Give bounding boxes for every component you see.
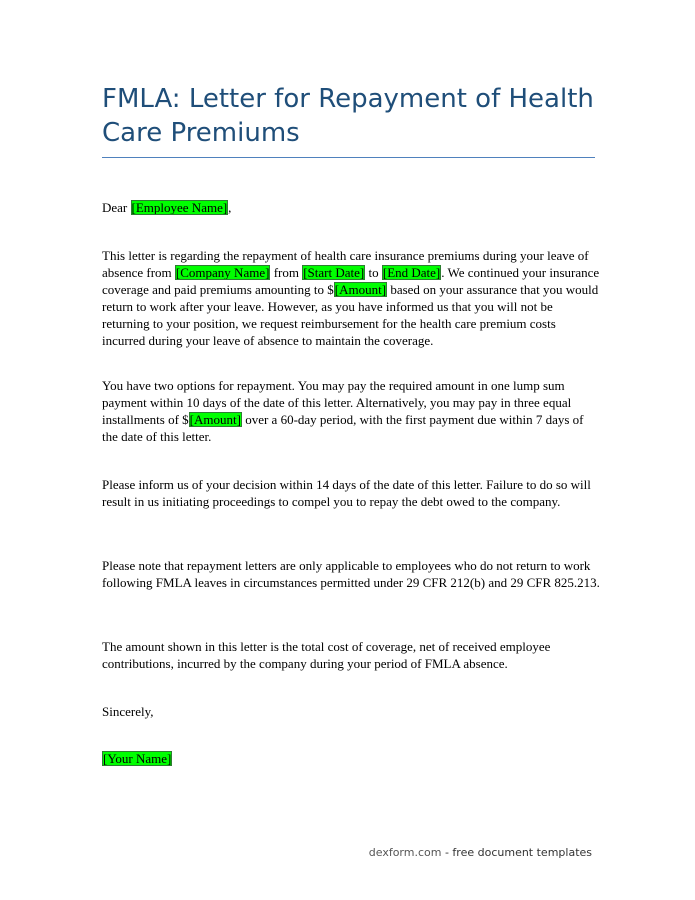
- paragraph-text: This letter is regarding the repayment of health care insurance premiums during your leave of absence from: [102, 248, 589, 280]
- greeting: [102, 199, 602, 216]
- paragraph-text: to: [365, 265, 382, 280]
- employee-name-field[interactable]: [Employee Name]: [131, 200, 228, 215]
- end-date-field[interactable]: [End Date]: [382, 265, 441, 280]
- paragraph-decision-deadline: Please inform us of your decision within 14 days of the date of this letter. Failure to do so will result in us initiating proceedings to compel you to repay the debt owed to the company.: [102, 477, 591, 509]
- paragraph-repayment-options: [102, 377, 602, 445]
- paragraph-text: based on your assurance that you would return to work after your leave. However, as you have informed us that you will not be returning to your position, we request reimbursement for the health care premium costs incurred during your leave of absence to maintain the coverage.: [102, 282, 599, 348]
- greeting-suffix: ,: [228, 200, 232, 215]
- installment-amount-field[interactable]: [Amount]: [189, 412, 241, 427]
- title-divider: [102, 157, 595, 158]
- footer: [369, 846, 592, 860]
- amount-field[interactable]: [Amount]: [334, 282, 387, 297]
- paragraph-text: You have two options for repayment. You may pay the required amount in one lump sum payment within 10 days of the date of this letter. Alternatively, you may pay in three equal installments of $: [102, 378, 572, 427]
- company-name-field[interactable]: [Company Name]: [175, 265, 270, 280]
- paragraph-coverage-note: The amount shown in this letter is the total cost of coverage, net of received employee contributions, incurred by the company during your period of FMLA absence.: [102, 639, 551, 671]
- footer-tagline: - free document templates: [441, 846, 592, 859]
- greeting-prefix: Dear: [102, 200, 131, 215]
- paragraph-text: . We continued your insurance coverage and paid premiums amounting to $: [102, 265, 600, 297]
- signature: [102, 750, 602, 767]
- closing: Sincerely,: [102, 704, 154, 719]
- paragraph-text: over a 60-day period, with the first payment due within 7 days of the date of this letter.: [102, 412, 584, 444]
- page-title: FMLA: Letter for Repayment of Health Care Premiums: [102, 84, 594, 148]
- paragraph-text: from: [270, 265, 303, 280]
- your-name-field[interactable]: [Your Name]: [103, 751, 172, 766]
- footer-brand-link[interactable]: dexform.com: [368, 846, 442, 859]
- paragraph-applicability-note: Please note that repayment letters are only applicable to employees who do not return to work following FMLA leaves in circumstances permitted under 29 CFR 212(b) and 29 CFR 825.213.: [102, 558, 600, 590]
- start-date-field[interactable]: [Start Date]: [303, 265, 365, 280]
- paragraph-repayment-intro: [102, 247, 602, 349]
